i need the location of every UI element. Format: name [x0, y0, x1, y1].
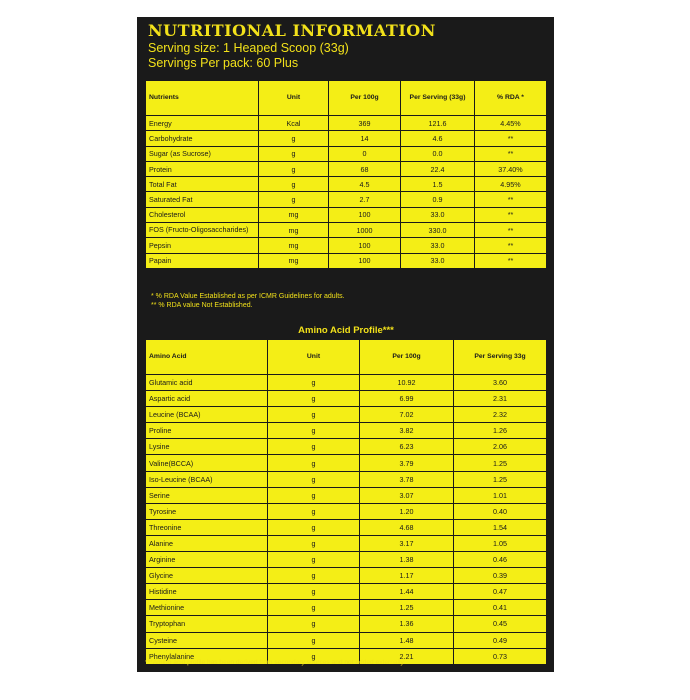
table-cell: g: [259, 146, 329, 161]
table-cell: 100: [329, 207, 401, 222]
table-cell: 68: [329, 161, 401, 176]
table-row: [146, 407, 547, 423]
table-cell: g: [268, 375, 360, 391]
table-cell: **: [475, 192, 547, 207]
table-cell: Alanine: [146, 535, 268, 551]
nutrition-table: [145, 80, 547, 269]
table-cell: 2.06: [454, 439, 547, 455]
table-cell: 2.32: [454, 407, 547, 423]
table-cell: g: [268, 519, 360, 535]
table-row: [146, 375, 547, 391]
table-row: [146, 253, 547, 268]
table-cell: 1.01: [454, 487, 547, 503]
table-row: [146, 600, 547, 616]
table-cell: 0.9: [401, 192, 475, 207]
table-cell: 33.0: [401, 238, 475, 253]
table-cell: g: [268, 648, 360, 664]
amino-banner-row: [146, 322, 547, 340]
table-cell: Sugar (as Sucrose): [146, 146, 259, 161]
table-cell: Glycine: [146, 568, 268, 584]
table-cell: 1000: [329, 223, 401, 238]
table-cell: 1.25: [454, 455, 547, 471]
table-cell: **: [475, 238, 547, 253]
table-cell: 0.45: [454, 616, 547, 632]
servings-per-pack: Servings Per pack: 60 Plus: [148, 56, 299, 70]
table-row: [146, 616, 547, 632]
table-row: [146, 584, 547, 600]
table-cell: Kcal: [259, 116, 329, 131]
table-cell: 7.02: [360, 407, 454, 423]
table-cell: Arginine: [146, 552, 268, 568]
amino-header-row: [146, 340, 547, 375]
table-row: [146, 471, 547, 487]
table-cell: 121.6: [401, 116, 475, 131]
table-cell: Cysteine: [146, 632, 268, 648]
table-row: [146, 439, 547, 455]
table-cell: Saturated Fat: [146, 192, 259, 207]
table-cell: 4.95%: [475, 177, 547, 192]
table-cell: Phenylalanine: [146, 648, 268, 664]
table-cell: Valine(BCCA): [146, 455, 268, 471]
column-header: Per Serving 33g: [454, 340, 547, 375]
table-cell: 3.17: [360, 535, 454, 551]
table-cell: Threonine: [146, 519, 268, 535]
table-cell: 0.49: [454, 632, 547, 648]
table-cell: Protein: [146, 161, 259, 176]
rda-footnotes: [151, 292, 345, 310]
table-cell: 1.44: [360, 584, 454, 600]
table-cell: Energy: [146, 116, 259, 131]
table-cell: g: [268, 391, 360, 407]
table-cell: Tyrosine: [146, 503, 268, 519]
table-cell: 330.0: [401, 223, 475, 238]
table-cell: g: [268, 600, 360, 616]
table-cell: 0.0: [401, 146, 475, 161]
table-cell: g: [268, 584, 360, 600]
table-row: [146, 423, 547, 439]
table-row: [146, 455, 547, 471]
table-row: [146, 116, 547, 131]
table-cell: 3.07: [360, 487, 454, 503]
table-cell: 1.54: [454, 519, 547, 535]
table-cell: Tryptophan: [146, 616, 268, 632]
table-cell: 1.05: [454, 535, 547, 551]
amino-title: Amino Acid Profile***: [146, 322, 547, 340]
rda-footnote: ** % RDA value Not Established.: [151, 302, 253, 309]
table-cell: g: [259, 177, 329, 192]
table-row: [146, 207, 547, 222]
table-cell: g: [268, 552, 360, 568]
table-row: [146, 552, 547, 568]
table-cell: Iso-Leucine (BCAA): [146, 471, 268, 487]
table-cell: 4.5: [329, 177, 401, 192]
table-cell: 3.78: [360, 471, 454, 487]
table-cell: 2.31: [454, 391, 547, 407]
amino-acid-table: [145, 321, 547, 665]
table-cell: g: [259, 161, 329, 176]
column-header: Amino Acid: [146, 340, 268, 375]
table-cell: 1.17: [360, 568, 454, 584]
table-cell: Proline: [146, 423, 268, 439]
table-cell: 4.6: [401, 131, 475, 146]
table-cell: 1.25: [454, 471, 547, 487]
table-cell: 1.20: [360, 503, 454, 519]
table-row: [146, 146, 547, 161]
table-cell: 14: [329, 131, 401, 146]
table-cell: 2.7: [329, 192, 401, 207]
table-cell: 33.0: [401, 253, 475, 268]
table-row: [146, 568, 547, 584]
table-cell: 33.0: [401, 207, 475, 222]
table-cell: 1.38: [360, 552, 454, 568]
table-cell: mg: [259, 238, 329, 253]
table-cell: mg: [259, 207, 329, 222]
table-cell: 3.82: [360, 423, 454, 439]
table-cell: 0.39: [454, 568, 547, 584]
table-cell: 3.60: [454, 375, 547, 391]
column-header: Unit: [268, 340, 360, 375]
table-cell: 1.48: [360, 632, 454, 648]
column-header: Unit: [259, 81, 329, 116]
table-row: [146, 192, 547, 207]
table-cell: Pepsin: [146, 238, 259, 253]
table-cell: Papain: [146, 253, 259, 268]
table-row: [146, 519, 547, 535]
table-cell: 0.40: [454, 503, 547, 519]
column-header: Per 100g: [360, 340, 454, 375]
table-cell: g: [268, 632, 360, 648]
table-cell: 0.46: [454, 552, 547, 568]
table-cell: 1.36: [360, 616, 454, 632]
table-cell: Histidine: [146, 584, 268, 600]
table-cell: mg: [259, 223, 329, 238]
table-cell: 100: [329, 238, 401, 253]
table-cell: 6.23: [360, 439, 454, 455]
nutrition-label-panel: [137, 17, 554, 672]
amino-footnote: ***Amino acid profile has been derived from secondary sources and not added externally.: [145, 659, 406, 666]
table-cell: g: [268, 503, 360, 519]
column-header: Nutrients: [146, 81, 259, 116]
table-cell: 4.68: [360, 519, 454, 535]
table-cell: 0.41: [454, 600, 547, 616]
table-cell: 0: [329, 146, 401, 161]
table-row: [146, 177, 547, 192]
table-cell: 2.21: [360, 648, 454, 664]
table-cell: Carbohydrate: [146, 131, 259, 146]
table-cell: 100: [329, 253, 401, 268]
label-title: NUTRITIONAL INFORMATION: [148, 21, 436, 40]
table-cell: 10.92: [360, 375, 454, 391]
table-cell: g: [259, 192, 329, 207]
table-cell: 4.45%: [475, 116, 547, 131]
table-row: [146, 632, 547, 648]
table-cell: g: [268, 423, 360, 439]
table-cell: 3.79: [360, 455, 454, 471]
table-cell: Lysine: [146, 439, 268, 455]
table-row: [146, 535, 547, 551]
label-header: [148, 21, 436, 71]
table-cell: 1.5: [401, 177, 475, 192]
table-cell: FOS (Fructo-Oligosaccharides): [146, 223, 259, 238]
table-row: [146, 487, 547, 503]
table-cell: Leucine (BCAA): [146, 407, 268, 423]
table-cell: 1.25: [360, 600, 454, 616]
table-row: [146, 503, 547, 519]
table-cell: 0.47: [454, 584, 547, 600]
table-cell: 37.40%: [475, 161, 547, 176]
table-cell: g: [268, 616, 360, 632]
table-cell: mg: [259, 253, 329, 268]
table-cell: 1.26: [454, 423, 547, 439]
table-row: [146, 238, 547, 253]
table-cell: g: [268, 455, 360, 471]
table-cell: g: [268, 487, 360, 503]
table-row: [146, 223, 547, 238]
table-cell: g: [268, 439, 360, 455]
serving-size: Serving size: 1 Heaped Scoop (33g): [148, 41, 349, 55]
column-header: % RDA *: [475, 81, 547, 116]
table-cell: Aspartic acid: [146, 391, 268, 407]
rda-footnote: * % RDA Value Established as per ICMR Guidelines for adults.: [151, 293, 345, 300]
table-cell: g: [268, 568, 360, 584]
table-cell: g: [259, 131, 329, 146]
table-row: [146, 391, 547, 407]
column-header: Per Serving (33g): [401, 81, 475, 116]
table-cell: **: [475, 131, 547, 146]
table-cell: g: [268, 535, 360, 551]
table-cell: **: [475, 223, 547, 238]
table-cell: 22.4: [401, 161, 475, 176]
table-row: [146, 131, 547, 146]
table-cell: Total Fat: [146, 177, 259, 192]
table-cell: **: [475, 146, 547, 161]
table-cell: Serine: [146, 487, 268, 503]
table-cell: g: [268, 471, 360, 487]
table-cell: **: [475, 207, 547, 222]
table-cell: g: [268, 407, 360, 423]
table-row: [146, 161, 547, 176]
table-cell: Methionine: [146, 600, 268, 616]
table-cell: **: [475, 253, 547, 268]
table-cell: 0.73: [454, 648, 547, 664]
table-cell: Cholesterol: [146, 207, 259, 222]
nutrition-header-row: [146, 81, 547, 116]
table-cell: 6.99: [360, 391, 454, 407]
column-header: Per 100g: [329, 81, 401, 116]
table-cell: Glutamic acid: [146, 375, 268, 391]
table-cell: 369: [329, 116, 401, 131]
